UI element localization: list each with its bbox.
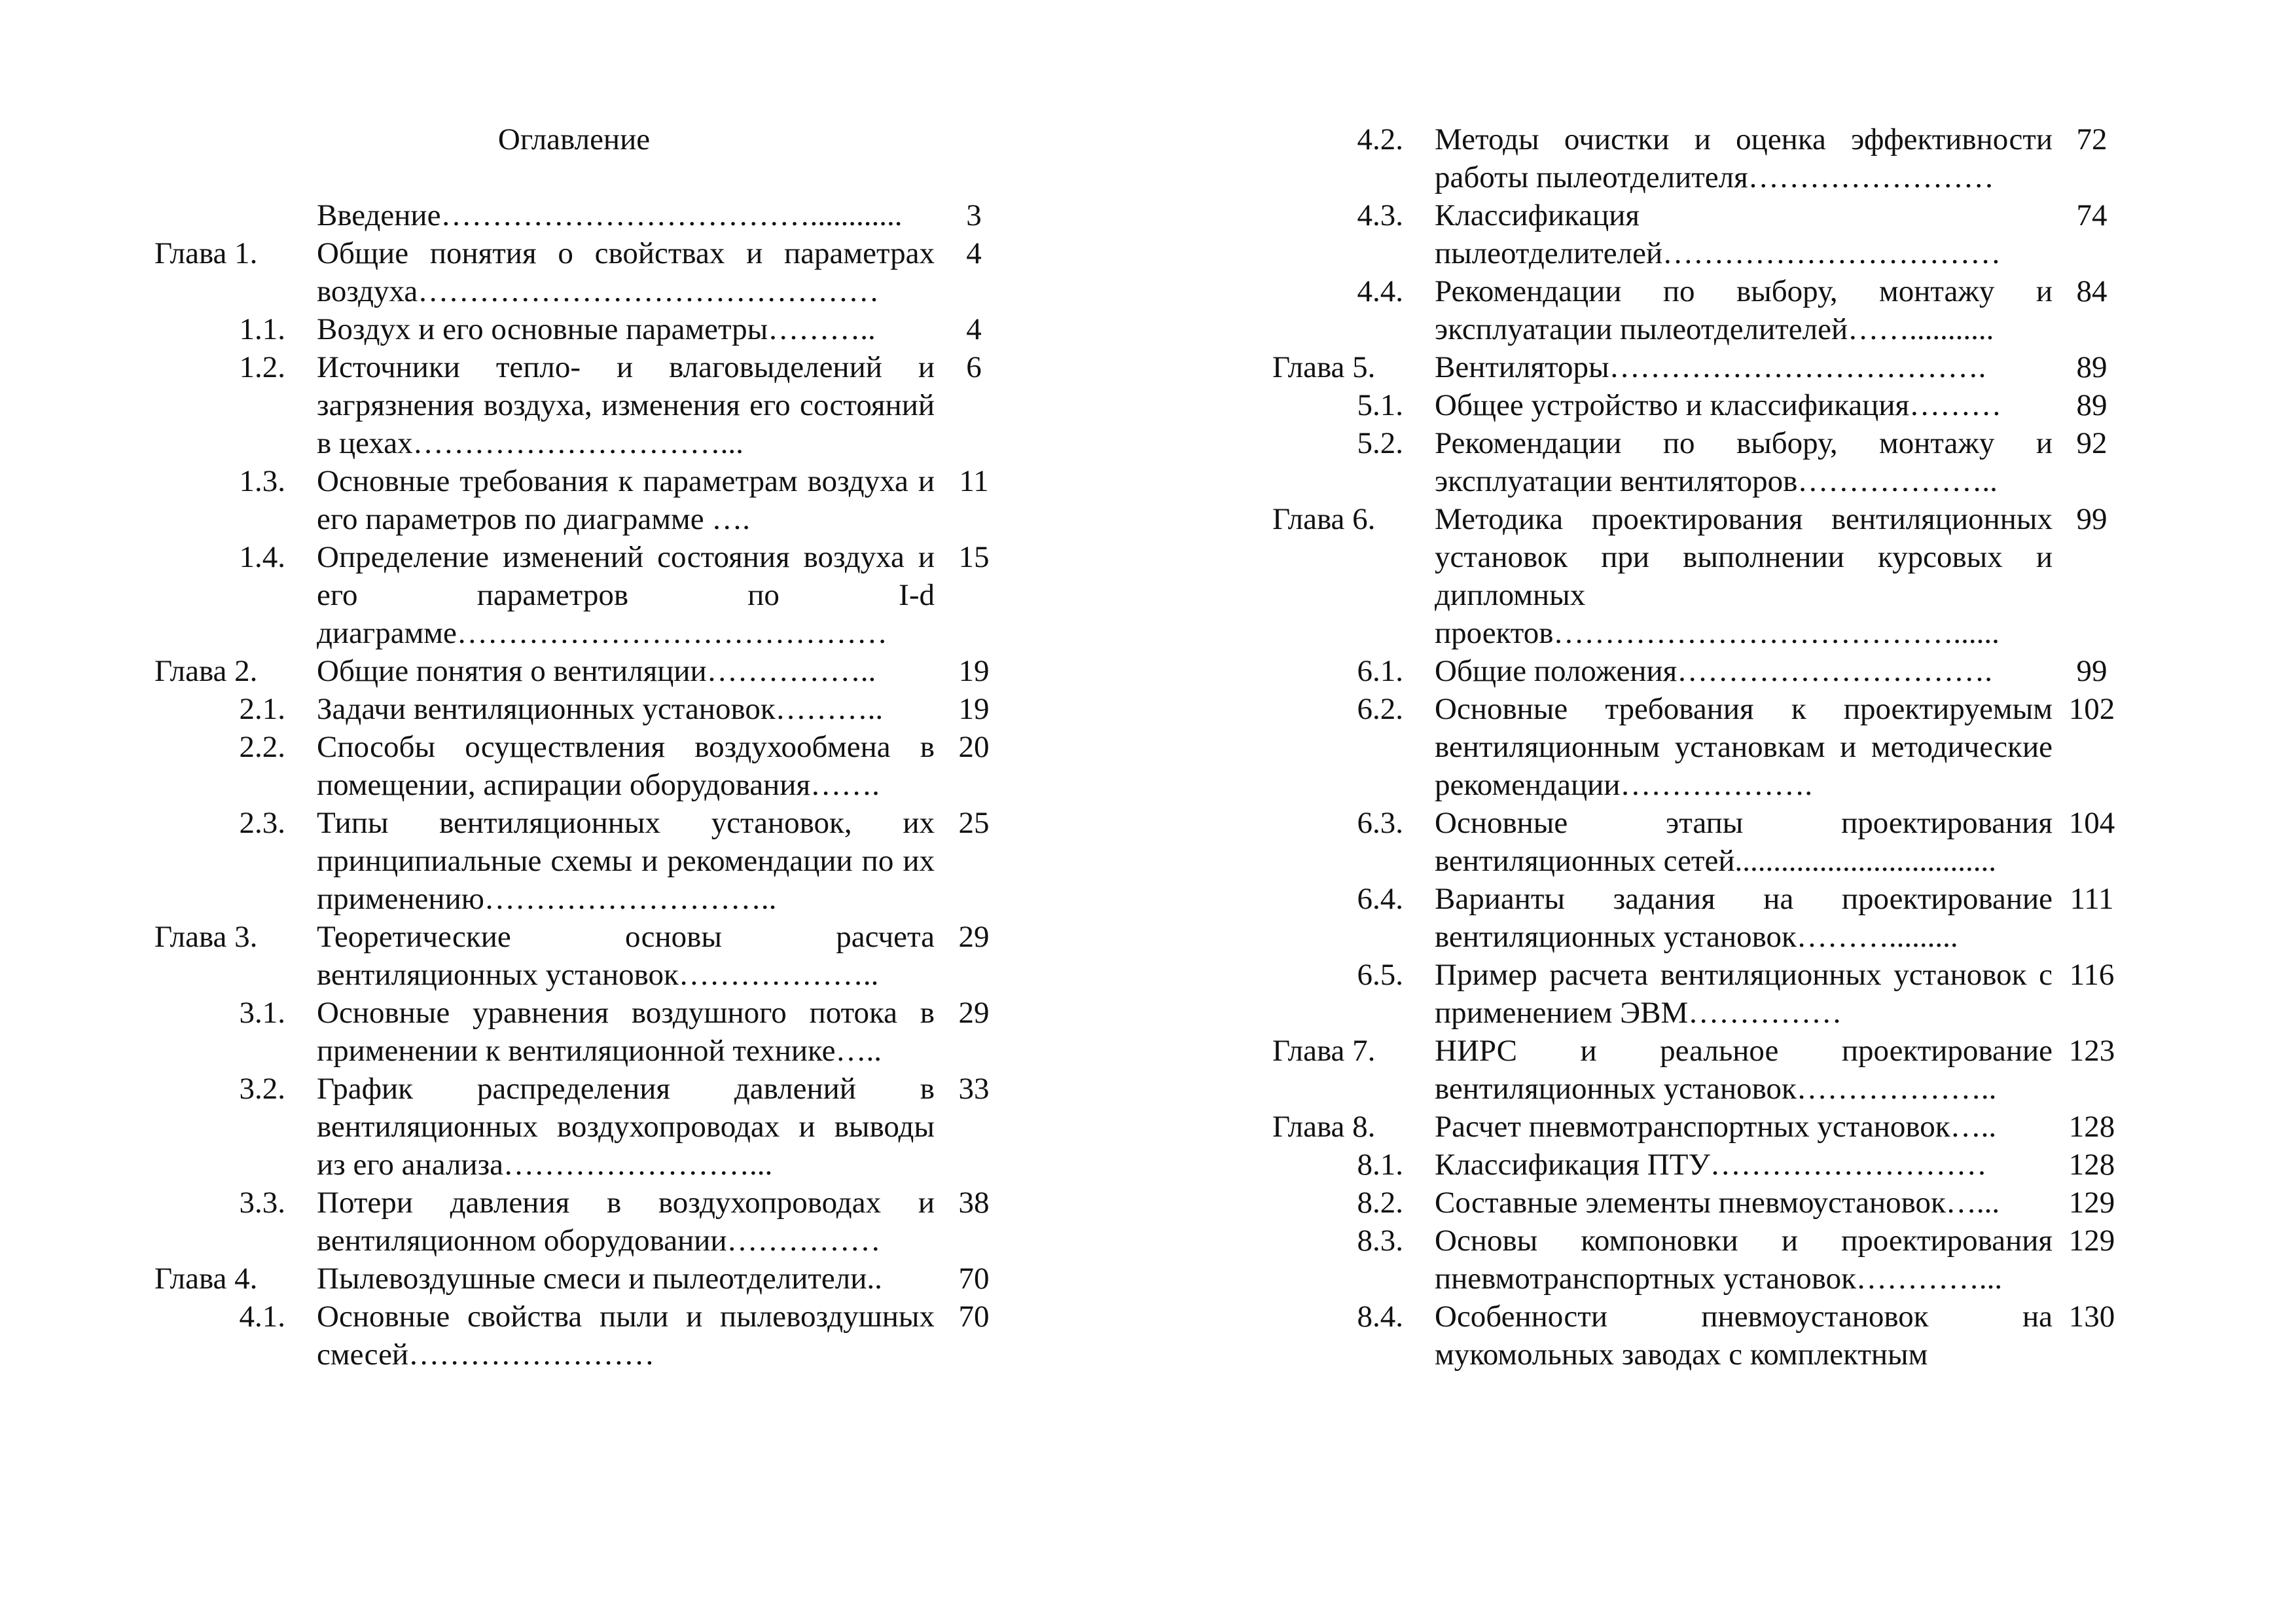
toc-section-entry bbox=[154, 538, 1084, 652]
toc-entry-number: Глава 8. bbox=[1272, 1110, 1376, 1144]
toc-entry-page: 74 bbox=[2076, 198, 2108, 232]
toc-section-entry bbox=[1272, 1146, 2202, 1184]
toc-entry-page: 33 bbox=[958, 1072, 990, 1106]
toc-entry-title: Общие понятия о свойствах и параметрах воздуха……………………………………… bbox=[317, 236, 935, 308]
toc-entry-title: Особенности пневмоустановок на мукомольных заводах с комплектным bbox=[1435, 1300, 2053, 1372]
toc-entry-page: 29 bbox=[958, 920, 990, 954]
toc-entry-title: Воздух и его основные параметры……….. bbox=[317, 312, 876, 346]
toc-entry-title: Основные требования к параметрам воздуха и его параметров по диаграмме …. bbox=[317, 464, 935, 536]
toc-section-entry bbox=[154, 690, 1084, 728]
toc-entry-number: 8.4. bbox=[1357, 1300, 1403, 1334]
toc-entry-number: 6.2. bbox=[1357, 692, 1403, 726]
toc-chapter-entry bbox=[154, 234, 1084, 310]
toc-entry-number: 8.3. bbox=[1357, 1224, 1403, 1258]
toc-entry-number: 4.3. bbox=[1357, 198, 1403, 232]
toc-section-entry bbox=[1272, 880, 2202, 956]
toc-section-entry bbox=[154, 1298, 1084, 1374]
toc-entry-page: 70 bbox=[958, 1262, 990, 1296]
toc-entry-title: Классификация пылеотделителей…………………………… bbox=[1435, 198, 2001, 270]
toc-entry-page: 129 bbox=[2068, 1186, 2115, 1220]
toc-title: Оглавление bbox=[497, 122, 651, 156]
toc-entry-page: 128 bbox=[2068, 1148, 2115, 1182]
toc-entry-title: Вентиляторы………………………………. bbox=[1435, 350, 1986, 384]
toc-entry-page: 38 bbox=[958, 1186, 990, 1220]
toc-entry-page: 84 bbox=[2076, 274, 2108, 308]
toc-entry-number: 6.3. bbox=[1357, 806, 1403, 840]
toc-section-entry bbox=[1272, 956, 2202, 1032]
toc-entry-title: Основные уравнения воздушного потока в применении к вентиляционной технике….. bbox=[317, 996, 935, 1068]
toc-entry-number: 6.4. bbox=[1357, 882, 1403, 916]
toc-entry-title: Введение………………………………............ bbox=[317, 198, 903, 232]
right-page bbox=[1148, 0, 2296, 1623]
toc-section-entry bbox=[1272, 690, 2202, 804]
toc-entry-page: 99 bbox=[2076, 654, 2108, 688]
toc-entry-number: Глава 6. bbox=[1272, 502, 1376, 536]
toc-entry-title: Рекомендации по выбору, монтажу и эксплуатации пылеотделителей……........... bbox=[1435, 274, 2053, 346]
toc-entry-title: Способы осуществления воздухообмена в помещении, аспирации оборудования……. bbox=[317, 730, 935, 802]
toc-entry-number: 3.2. bbox=[239, 1072, 285, 1106]
toc-entry-number: 4.1. bbox=[239, 1300, 285, 1334]
toc-section-entry bbox=[1272, 424, 2202, 500]
toc-entry-page: 92 bbox=[2076, 426, 2108, 460]
toc-entry-page: 130 bbox=[2068, 1300, 2115, 1334]
toc-chapter-entry bbox=[1272, 1108, 2202, 1146]
toc-entry-page: 4 bbox=[966, 312, 982, 346]
toc-entry-page: 6 bbox=[966, 350, 982, 384]
toc-entry-page: 20 bbox=[958, 730, 990, 764]
toc-entry-title: График распределения давлений в вентиляционных воздухопроводах и выводы из его анализа……………………... bbox=[317, 1072, 935, 1182]
toc-entry-number: 1.2. bbox=[239, 350, 285, 384]
toc-section-entry bbox=[154, 1070, 1084, 1184]
toc-entry-number: 5.1. bbox=[1357, 388, 1403, 422]
toc-section-entry bbox=[1272, 652, 2202, 690]
toc-section-entry bbox=[1272, 386, 2202, 424]
toc-entry-title: Основные этапы проектирования вентиляционных сетей.................................. bbox=[1435, 806, 2053, 878]
toc-entry-page: 104 bbox=[2068, 806, 2115, 840]
toc-entry-page: 25 bbox=[958, 806, 990, 840]
toc-section-entry bbox=[1272, 120, 2202, 196]
toc-entry-number: 4.4. bbox=[1357, 274, 1403, 308]
toc-entry-title: Источники тепло- и влаговыделений и загрязнения воздуха, изменения его состояний в цехах…………………………... bbox=[317, 350, 935, 460]
toc-entry-page: 89 bbox=[2076, 350, 2108, 384]
toc-entry-number: Глава 3. bbox=[154, 920, 258, 954]
toc-entry-title: Теоретические основы расчета вентиляционных установок……………….. bbox=[317, 920, 935, 992]
toc-entry-page: 89 bbox=[2076, 388, 2108, 422]
toc-entry-page: 128 bbox=[2068, 1110, 2115, 1144]
toc-entry-page: 15 bbox=[958, 540, 990, 574]
toc-entry-title: Основные свойства пыли и пылевоздушных смесей…………………… bbox=[317, 1300, 935, 1372]
toc-entry-page: 72 bbox=[2076, 122, 2108, 156]
toc-section-entry bbox=[154, 994, 1084, 1070]
toc-entry-title: Составные элементы пневмоустановок…... bbox=[1435, 1186, 2000, 1220]
toc-section-entry bbox=[1272, 1184, 2202, 1222]
toc-entry-number: 4.2. bbox=[1357, 122, 1403, 156]
toc-chapter-entry bbox=[1272, 348, 2202, 386]
toc-section-entry bbox=[154, 728, 1084, 804]
toc-chapter-entry bbox=[154, 652, 1084, 690]
toc-section-entry bbox=[1272, 1222, 2202, 1298]
toc-entry-number: 2.1. bbox=[239, 692, 285, 726]
toc-list-left bbox=[154, 196, 1084, 1374]
toc-chapter-entry bbox=[154, 918, 1084, 994]
toc-list-right bbox=[1272, 120, 2202, 1374]
toc-section-entry bbox=[154, 804, 1084, 918]
toc-chapter-entry bbox=[1272, 500, 2202, 652]
toc-entry-number: Глава 5. bbox=[1272, 350, 1376, 384]
toc-entry-number: 2.3. bbox=[239, 806, 285, 840]
toc-entry-number: Глава 2. bbox=[154, 654, 258, 688]
toc-entry-number: 1.3. bbox=[239, 464, 285, 498]
toc-entry-title: Типы вентиляционных установок, их принципиальные схемы и рекомендации по их применению……………………….. bbox=[317, 806, 935, 916]
toc-entry-page: 4 bbox=[966, 236, 982, 270]
toc-entry-title: Задачи вентиляционных установок……….. bbox=[317, 692, 884, 726]
toc-entry-page: 111 bbox=[2070, 882, 2114, 916]
toc-entry-title: Пример расчета вентиляционных установок с применением ЭВМ…………… bbox=[1435, 958, 2053, 1030]
toc-entry-number: 3.1. bbox=[239, 996, 285, 1030]
toc-entry-number: 5.2. bbox=[1357, 426, 1403, 460]
toc-section-entry bbox=[154, 1184, 1084, 1260]
toc-entry-page: 19 bbox=[958, 692, 990, 726]
toc-entry-number: Глава 1. bbox=[154, 236, 258, 270]
toc-section-entry bbox=[154, 462, 1084, 538]
toc-entry-number: Глава 4. bbox=[154, 1262, 258, 1296]
toc-entry-title: Пылевоздушные смеси и пылеотделители.. bbox=[317, 1262, 882, 1296]
toc-entry-number: 3.3. bbox=[239, 1186, 285, 1220]
toc-entry-title: Варианты задания на проектирование вентиляционных установок………......... bbox=[1435, 882, 2053, 954]
toc-entry-title: Потери давления в воздухопроводах и вентиляционном оборудовании…………… bbox=[317, 1186, 935, 1258]
toc-entry-number: 1.1. bbox=[239, 312, 285, 346]
toc-section-entry bbox=[1272, 272, 2202, 348]
toc-entry-number: 6.1. bbox=[1357, 654, 1403, 688]
toc-entry-title: Рекомендации по выбору, монтажу и эксплуатации вентиляторов……………….. bbox=[1435, 426, 2053, 498]
toc-entry-title: Общие понятия о вентиляции…………….. bbox=[317, 654, 876, 688]
toc-entry-title: Общие положения…………………………. bbox=[1435, 654, 1993, 688]
toc-section-entry bbox=[154, 310, 1084, 348]
toc-entry-page: 129 bbox=[2068, 1224, 2115, 1258]
toc-entry-page: 102 bbox=[2068, 692, 2115, 726]
toc-entry-page: 19 bbox=[958, 654, 990, 688]
toc-section-entry bbox=[154, 196, 1084, 234]
toc-entry-number: 8.1. bbox=[1357, 1148, 1403, 1182]
toc-section-entry bbox=[1272, 804, 2202, 880]
toc-entry-title: Методы очистки и оценка эффективности работы пылеотделителя…………………… bbox=[1435, 122, 2053, 194]
toc-entry-number: 2.2. bbox=[239, 730, 285, 764]
toc-entry-page: 70 bbox=[958, 1300, 990, 1334]
toc-chapter-entry bbox=[154, 1260, 1084, 1298]
toc-entry-title: Классификация ПТУ……………………… bbox=[1435, 1148, 1987, 1182]
toc-entry-number: 8.2. bbox=[1357, 1186, 1403, 1220]
toc-entry-page: 116 bbox=[2069, 958, 2115, 992]
toc-entry-page: 11 bbox=[959, 464, 989, 498]
toc-entry-title: Основные требования к проектируемым вентиляционным установкам и методические рекомендации………………. bbox=[1435, 692, 2053, 802]
toc-entry-number: 1.4. bbox=[239, 540, 285, 574]
toc-section-entry bbox=[154, 348, 1084, 462]
toc-entry-title: Расчет пневмотранспортных установок….. bbox=[1435, 1110, 1997, 1144]
toc-entry-title: НИРС и реальное проектирование вентиляционных установок……………….. bbox=[1435, 1034, 2053, 1106]
toc-entry-title: Методика проектирования вентиляционных установок при выполнении курсовых и дипломных проектов…………………………………...... bbox=[1435, 502, 2053, 650]
toc-entry-number: Глава 7. bbox=[1272, 1034, 1376, 1068]
toc-entry-number: 6.5. bbox=[1357, 958, 1403, 992]
toc-entry-title: Основы компоновки и проектирования пневмотранспортных установок…………... bbox=[1435, 1224, 2053, 1296]
toc-entry-title: Общее устройство и классификация……… bbox=[1435, 388, 2002, 422]
toc-entry-page: 99 bbox=[2076, 502, 2108, 536]
toc-entry-page: 3 bbox=[966, 198, 982, 232]
toc-section-entry bbox=[1272, 1298, 2202, 1374]
toc-section-entry bbox=[1272, 196, 2202, 272]
toc-chapter-entry bbox=[1272, 1032, 2202, 1108]
toc-entry-title: Определение изменений состояния воздуха и его параметров по I-d диаграмме…………………………………… bbox=[317, 540, 935, 650]
toc-entry-page: 29 bbox=[958, 996, 990, 1030]
toc-entry-page: 123 bbox=[2068, 1034, 2115, 1068]
